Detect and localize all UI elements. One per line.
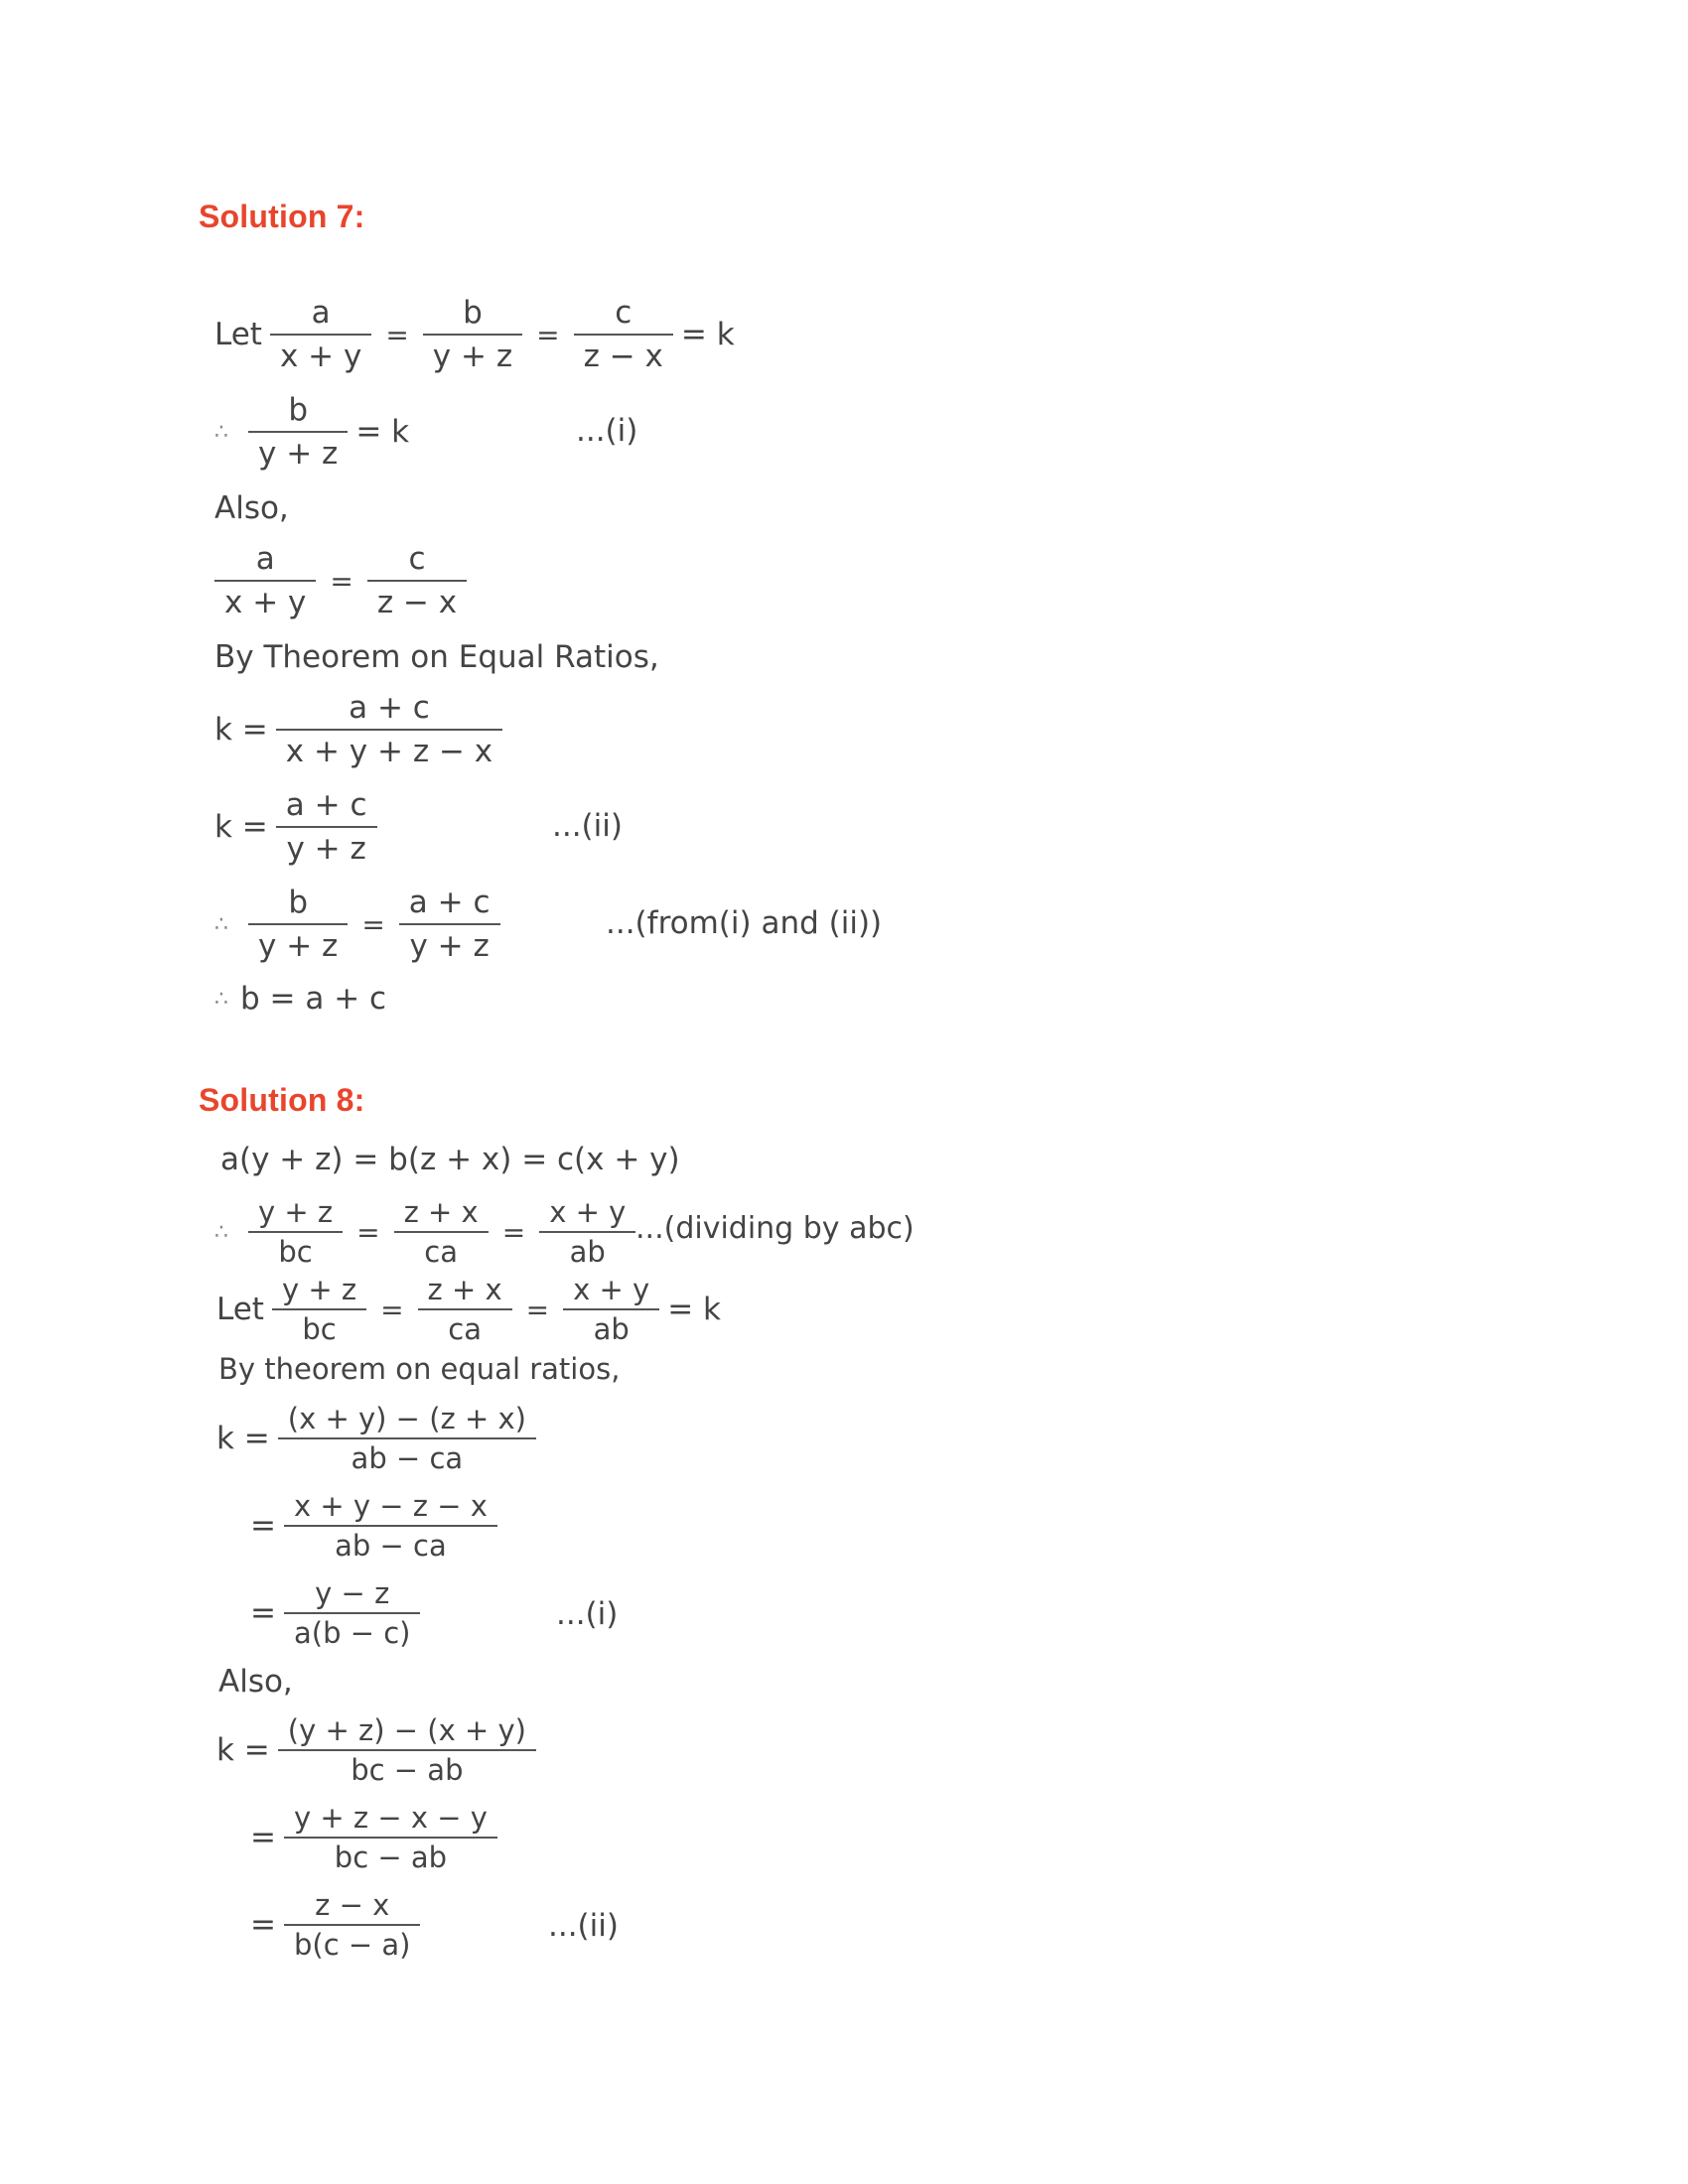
denominator: ab − ca	[351, 1441, 464, 1475]
equals-sign: =	[380, 1293, 404, 1326]
denominator: x + y	[279, 339, 362, 374]
theorem-label: By theorem on equal ratios,	[218, 1352, 621, 1386]
equals-sign: =	[536, 318, 560, 351]
numerator: a + c	[408, 885, 491, 920]
fraction	[278, 1713, 536, 1787]
numerator: z − x	[315, 1888, 390, 1922]
numerator: y + z − x − y	[293, 1801, 488, 1835]
fraction	[284, 1801, 497, 1874]
denominator: y + z	[258, 436, 339, 472]
denominator: bc	[302, 1312, 337, 1346]
k-equals: k =	[216, 1732, 270, 1768]
s7-equation-let	[214, 294, 735, 375]
denominator: y + z	[409, 928, 490, 964]
equation-tag-dividing: ...(dividing by abc)	[635, 1211, 914, 1246]
therefore-icon: ∴	[214, 1219, 226, 1245]
k-equals: k =	[214, 809, 268, 845]
s7-equation-ac	[214, 540, 475, 621]
s7-theorem	[214, 639, 659, 675]
equation-tag-ii: ...(ii)	[552, 808, 623, 844]
therefore-icon: ∴	[214, 986, 226, 1012]
equals-k: = k	[355, 414, 410, 450]
denominator: y + z	[258, 928, 339, 964]
equation-tag-i: ...(i)	[556, 1596, 619, 1632]
numerator: z + x	[403, 1195, 479, 1229]
fraction	[367, 540, 467, 621]
solution-7-heading: Solution 7:	[199, 199, 365, 234]
theorem-label: By Theorem on Equal Ratios,	[214, 639, 659, 675]
s8-given	[220, 1142, 680, 1177]
fraction	[284, 1888, 421, 1962]
numerator: a	[255, 541, 275, 577]
fraction	[276, 786, 377, 868]
equals-sign: =	[330, 564, 353, 598]
s7-equation-i	[214, 391, 409, 473]
denominator: bc − ab	[334, 1841, 448, 1874]
equals-sign: =	[525, 1293, 550, 1326]
denominator: ab − ca	[335, 1529, 447, 1563]
fraction	[574, 294, 673, 375]
numerator: b	[463, 295, 483, 331]
numerator: b	[288, 885, 308, 920]
equals-sign: =	[361, 907, 385, 941]
given-equation: a(y + z) = b(z + x) = c(x + y)	[220, 1142, 680, 1177]
fraction	[284, 1576, 421, 1650]
equation-tag-i: ...(i)	[576, 413, 638, 449]
denominator: x + y	[224, 585, 307, 620]
numerator: x + y − z − x	[293, 1489, 488, 1523]
denominator: bc	[278, 1235, 313, 1269]
k-equals: k =	[214, 712, 268, 748]
denominator: y + z	[432, 339, 513, 374]
denominator: y + z	[286, 831, 366, 867]
s7-equation-combined	[214, 884, 508, 965]
numerator: y + z	[281, 1273, 357, 1306]
numerator: a + c	[349, 690, 430, 726]
fraction	[284, 1489, 497, 1563]
equals-sign: =	[250, 1508, 276, 1544]
s8-equation-k1	[216, 1402, 544, 1475]
s8-equation-i	[250, 1576, 428, 1650]
denominator: x + y + z − x	[285, 734, 493, 769]
also-label: Also,	[218, 1664, 293, 1700]
equals-sign: =	[250, 1907, 276, 1943]
s8-also	[218, 1664, 293, 1700]
fraction	[276, 689, 502, 770]
equation-tag-ii: ...(ii)	[548, 1908, 619, 1944]
s7-equation-k1	[214, 689, 510, 770]
numerator: y − z	[315, 1576, 390, 1610]
numerator: c	[408, 541, 426, 577]
fraction	[270, 294, 371, 375]
k-equals: k =	[216, 1421, 270, 1456]
fraction	[394, 1195, 489, 1269]
s8-equation-k4	[250, 1801, 505, 1874]
s8-equation-let	[216, 1273, 721, 1346]
denominator: ab	[569, 1235, 606, 1269]
s8-theorem	[218, 1352, 620, 1386]
s8-equation-ii	[250, 1888, 428, 1962]
fraction	[539, 1195, 635, 1269]
fraction	[399, 884, 500, 965]
numerator: a	[311, 295, 331, 331]
therefore-icon: ∴	[214, 911, 226, 937]
fraction	[214, 540, 316, 621]
denominator: ca	[448, 1312, 482, 1346]
s8-equation-k2	[250, 1489, 505, 1563]
solution-8-heading: Solution 8:	[199, 1082, 365, 1118]
denominator: z − x	[376, 585, 458, 620]
numerator: (y + z) − (x + y)	[287, 1713, 526, 1747]
numerator: x + y	[573, 1273, 650, 1306]
numerator: y + z	[258, 1195, 334, 1229]
numerator: a + c	[285, 787, 367, 823]
denominator: z − x	[583, 339, 663, 374]
numerator: (x + y) − (z + x)	[287, 1402, 526, 1435]
s7-equation-ii	[214, 786, 385, 868]
s8-equation-k3	[216, 1713, 544, 1787]
numerator: c	[615, 295, 633, 331]
fraction	[248, 884, 348, 965]
equals-sign: =	[385, 318, 409, 351]
equals-sign: =	[356, 1215, 380, 1249]
therefore-icon: ∴	[214, 419, 226, 445]
fraction	[248, 391, 348, 473]
denominator: bc − ab	[351, 1753, 464, 1787]
let-label: Let	[216, 1292, 264, 1327]
let-label: Let	[214, 317, 262, 352]
fraction	[563, 1273, 659, 1346]
fraction	[423, 294, 522, 375]
s7-conclusion	[214, 981, 386, 1017]
s8-equation-divided	[214, 1195, 643, 1269]
denominator: ab	[593, 1312, 630, 1346]
equals-k: = k	[680, 317, 735, 352]
numerator: x + y	[549, 1195, 627, 1229]
equation-tag-from-i-ii: ...(from(i) and (ii))	[606, 905, 883, 941]
also-label: Also,	[214, 490, 289, 526]
fraction	[248, 1195, 343, 1269]
fraction	[418, 1273, 512, 1346]
equals-sign: =	[250, 1595, 276, 1631]
conclusion-text: b = a + c	[240, 981, 387, 1017]
numerator: z + x	[427, 1273, 502, 1306]
equals-sign: =	[250, 1820, 276, 1855]
fraction	[278, 1402, 536, 1475]
equals-sign: =	[501, 1215, 526, 1249]
numerator: b	[288, 392, 308, 428]
denominator: a(b − c)	[293, 1616, 411, 1650]
s7-also	[214, 490, 289, 526]
denominator: b(c − a)	[293, 1928, 411, 1962]
equals-k: = k	[667, 1292, 721, 1327]
fraction	[272, 1273, 366, 1346]
denominator: ca	[424, 1235, 459, 1269]
